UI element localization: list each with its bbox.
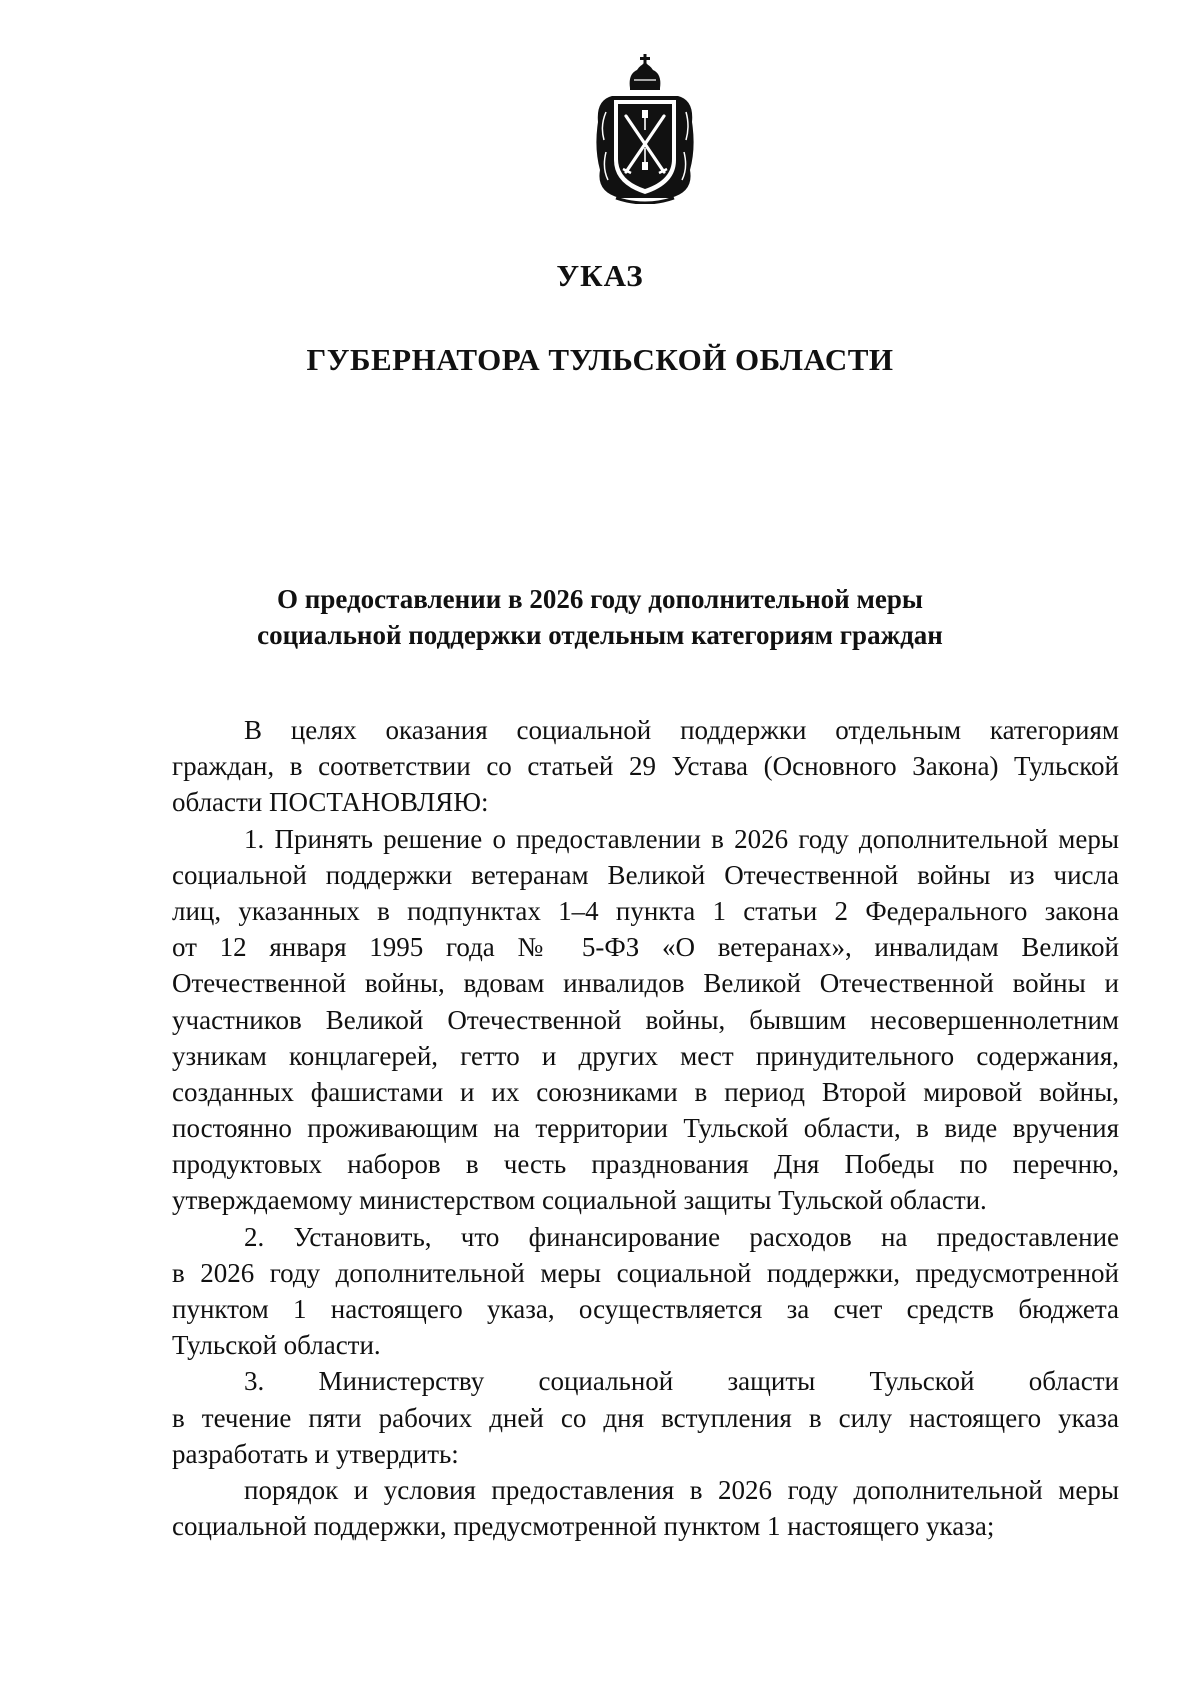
body-line: пунктом 1 настоящего указа, осуществляется за счет средств бюджета: [172, 1294, 1119, 1324]
body-line: в течение пяти рабочих дней со дня вступления в силу настоящего указа: [172, 1402, 1119, 1433]
document-type-heading: УКАЗ: [556, 258, 644, 293]
tula-region-coat-of-arms-icon: [590, 52, 700, 204]
body-line-preamble: В целях оказания социальной поддержки отдельным категориям: [244, 715, 1119, 745]
body-line: постоянно проживающим на территории Тульской области, в виде вручения: [172, 1113, 1119, 1144]
subject-line: О предоставлении в 2026 году дополнительной меры: [277, 584, 923, 614]
document-subject-title: [150, 581, 1050, 653]
body-line: созданных фашистами и их союзниками в период Второй мировой войны,: [172, 1076, 1119, 1107]
body-line: лиц, указанных в подпунктах 1–4 пункта 1 статьи 2 Федерального закона: [172, 895, 1119, 926]
body-line: социальной поддержки ветеранам Великой Отечественной войны из числа: [172, 859, 1119, 890]
issuer-heading: ГУБЕРНАТОРА ТУЛЬСКОЙ ОБЛАСТИ: [306, 342, 894, 377]
body-line: социальной поддержки, предусмотренной пунктом 1 настоящего указа;: [172, 1511, 995, 1542]
body-line-item-1: 1. Принять решение о предоставлении в 2026 году дополнительной меры: [244, 823, 1119, 854]
body-line: от 12 января 1995 года № 5-ФЗ «О ветеранах», инвалидам Великой: [172, 932, 1119, 963]
subject-line: социальной поддержки отдельным категориям граждан: [257, 620, 943, 650]
body-line-subitem: порядок и условия предоставления в 2026 году дополнительной меры: [244, 1474, 1119, 1505]
body-line: утверждаемому министерством социальной защиты Тульской области.: [172, 1185, 987, 1216]
body-line: продуктовых наборов в честь празднования Дня Победы по перечню,: [172, 1149, 1119, 1180]
body-line: граждан, в соответствии со статьей 29 Устава (Основного Закона) Тульской: [172, 751, 1119, 782]
body-line: в 2026 году дополнительной меры социальной поддержки, предусмотренной: [172, 1257, 1119, 1288]
body-line: участников Великой Отечественной войны, бывшим несовершеннолетним: [172, 1004, 1119, 1035]
body-line: Тульской области.: [172, 1330, 381, 1361]
document-body: [172, 712, 1119, 1544]
body-line: разработать и утвердить:: [172, 1438, 459, 1469]
body-line: узникам концлагерей, гетто и других мест принудительного содержания,: [172, 1040, 1119, 1071]
body-line-item-3: 3. Министерству социальной защиты Тульской области: [244, 1366, 1119, 1397]
body-line-item-2: 2. Установить, что финансирование расходов на предоставление: [244, 1221, 1119, 1252]
body-line: Отечественной войны, вдовам инвалидов Великой Отечественной войны и: [172, 968, 1119, 999]
body-line: области ПОСТАНОВЛЯЮ:: [172, 787, 489, 818]
